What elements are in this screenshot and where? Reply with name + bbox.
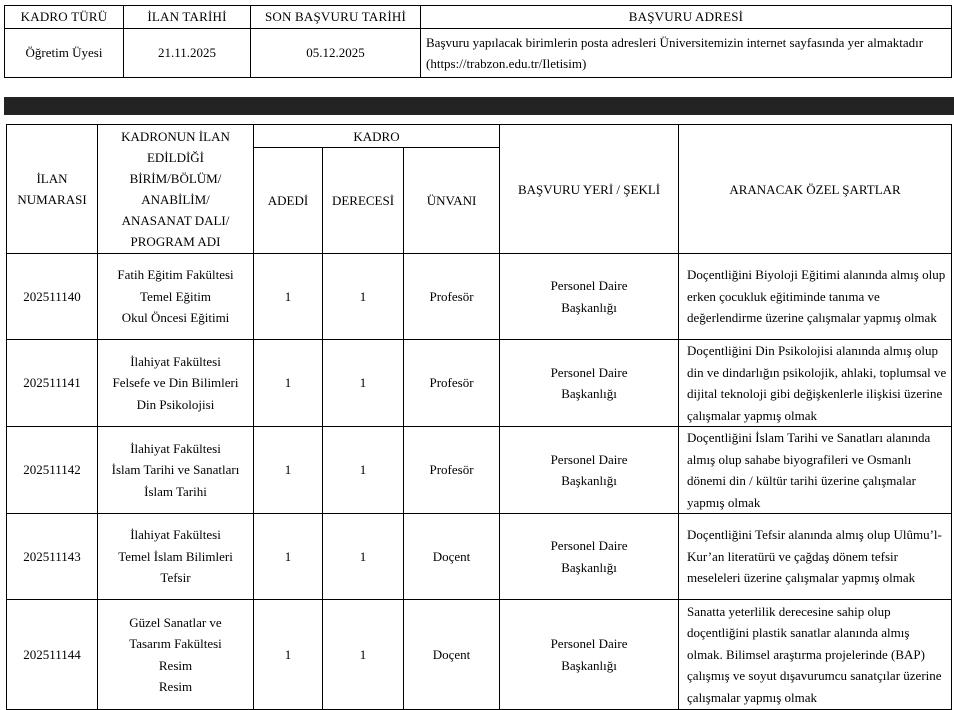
header-ozel-sartlar: ARANACAK ÖZEL ŞARTLAR xyxy=(679,125,952,254)
ilan-numarasi: 202511141 xyxy=(7,340,98,427)
listing-table xyxy=(6,124,952,710)
ozel-sartlar: Doçentliğini Din Psikolojisi alanında almış olup din ve dindarlığın psikolojik, ahlaki, toplumsal ve dijital teknoloji gibi değişkenlerle ilişkisi üzerine çalışmalar yapmış olmak xyxy=(679,340,952,427)
header-derecesi: DERECESİ xyxy=(323,148,404,254)
header-birim: KADRONUN İLAN EDİLDİĞİ BİRİM/BÖLÜM/ ANABİLİM/ ANASANAT DALI/ PROGRAM ADI xyxy=(98,125,254,254)
birim-anabilim-dali: Din Psikolojisi xyxy=(136,396,215,412)
birim-cell xyxy=(98,600,254,710)
unvani: Profesör xyxy=(404,254,500,340)
adedi: 1 xyxy=(254,514,323,600)
birim-cell xyxy=(98,340,254,427)
birim-cell xyxy=(98,254,254,340)
birim-bolum: Resim xyxy=(158,657,193,673)
birim-bolum: Temel İslam Bilimleri xyxy=(118,548,233,564)
ozel-sartlar: Doçentliğini Biyoloji Eğitimi alanında almış olup erken çocukluk eğitiminde tanıma ve değerlendirme üzerine çalışmalar yapmış olmak xyxy=(679,254,952,340)
ilan-numarasi: 202511140 xyxy=(7,254,98,340)
basvuru-yeri: Personel Daire Başkanlığı xyxy=(500,514,679,600)
unvani: Profesör xyxy=(404,340,500,427)
birim-bolum: Felsefe ve Din Bilimleri xyxy=(112,375,239,391)
birim-cell xyxy=(98,514,254,600)
ilan-numarasi: 202511144 xyxy=(7,600,98,710)
birim-anabilim-dali: Okul Öncesi Eğitimi xyxy=(121,310,230,326)
section-divider xyxy=(4,97,954,115)
adedi: 1 xyxy=(254,340,323,427)
basvuru-yeri: Personel Daire Başkanlığı xyxy=(500,340,679,427)
derecesi: 1 xyxy=(323,254,404,340)
ilan-numarasi: 202511142 xyxy=(7,427,98,514)
header-basvuru-adresi: BAŞVURU ADRESİ xyxy=(421,6,952,29)
unvani: Profesör xyxy=(404,427,500,514)
birim-anabilim-dali: İslam Tarihi xyxy=(144,483,207,499)
kadro-turu-value: Öğretim Üyesi xyxy=(5,29,124,78)
derecesi: 1 xyxy=(323,514,404,600)
ozel-sartlar: Doçentliğini Tefsir alanında almış olup Ulûmu’l-Kur’an literatürü ve çağdaş dönem tefsir meseleleri üzerine çalışmalar yapmış olmak xyxy=(679,514,952,600)
birim-anabilim-dali: Resim xyxy=(158,679,193,694)
ozel-sartlar: Sanatta yeterlilik derecesine sahip olup doçentliğini plastik sanatlar alanında almış olmak. Bilimsel araştırma projelerinde (BAP) çalışmış ve soyut dışavurumcu sanatçılar üzerine çalışmalar yapmış olmak xyxy=(679,600,952,710)
derecesi: 1 xyxy=(323,340,404,427)
header-ilan-numarasi: İLAN NUMARASI xyxy=(7,125,98,254)
birim-fakulte: İlahiyat Fakültesi xyxy=(130,440,221,456)
header-son-basvuru-tarihi: SON BAŞVURU TARİHİ xyxy=(251,6,421,29)
info-value-row xyxy=(5,29,952,78)
info-header-row xyxy=(5,6,952,29)
birim-fakulte: Fatih Eğitim Fakültesi xyxy=(117,267,234,283)
basvuru-yeri: Personel Daire Başkanlığı xyxy=(500,600,679,710)
unvani: Doçent xyxy=(404,514,500,600)
basvuru-adresi-value: Başvuru yapılacak birimlerin posta adresleri Üniversitemizin internet sayfasında yer almaktadır (https://trabzon.edu.tr/Iletisim) xyxy=(421,29,952,78)
birim-anabilim-dali: Tefsir xyxy=(160,570,191,586)
birim-fakulte: İlahiyat Fakültesi xyxy=(130,353,221,369)
birim-bolum: Temel Eğitim xyxy=(140,288,211,304)
table-header-row-1 xyxy=(7,125,952,148)
table-row xyxy=(7,254,952,340)
header-basvuru-yeri: BAŞVURU YERİ / ŞEKLİ xyxy=(500,125,679,254)
birim-fakulte: İlahiyat Fakültesi xyxy=(130,527,221,543)
table-row xyxy=(7,340,952,427)
son-basvuru-tarihi-value: 05.12.2025 xyxy=(251,29,421,78)
header-kadro: KADRO xyxy=(254,125,500,148)
header-kadro-turu: KADRO TÜRÜ xyxy=(5,6,124,29)
adedi: 1 xyxy=(254,600,323,710)
table-row xyxy=(7,600,952,710)
derecesi: 1 xyxy=(323,600,404,710)
ilan-tarihi-value: 21.11.2025 xyxy=(124,29,251,78)
birim-bolum: İslam Tarihi ve Sanatları xyxy=(111,462,240,478)
ozel-sartlar: Doçentliğini İslam Tarihi ve Sanatları alanında almış olup sahabe biyografileri ve Osmanlı dönemi din / kültür tarihi üzerine çalışmalar yapmış olmak xyxy=(679,427,952,514)
table-row xyxy=(7,514,952,600)
header-adedi: ADEDİ xyxy=(254,148,323,254)
adedi: 1 xyxy=(254,254,323,340)
table-row xyxy=(7,427,952,514)
header-unvani: ÜNVANI xyxy=(404,148,500,254)
info-table xyxy=(4,5,952,78)
adedi: 1 xyxy=(254,427,323,514)
unvani: Doçent xyxy=(404,600,500,710)
birim-fakulte: Güzel Sanatlar ve Tasarım Fakültesi xyxy=(129,614,222,651)
birim-cell xyxy=(98,427,254,514)
ilan-numarasi: 202511143 xyxy=(7,514,98,600)
basvuru-yeri: Personel Daire Başkanlığı xyxy=(500,427,679,514)
basvuru-yeri: Personel Daire Başkanlığı xyxy=(500,254,679,340)
derecesi: 1 xyxy=(323,427,404,514)
header-ilan-tarihi: İLAN TARİHİ xyxy=(124,6,251,29)
